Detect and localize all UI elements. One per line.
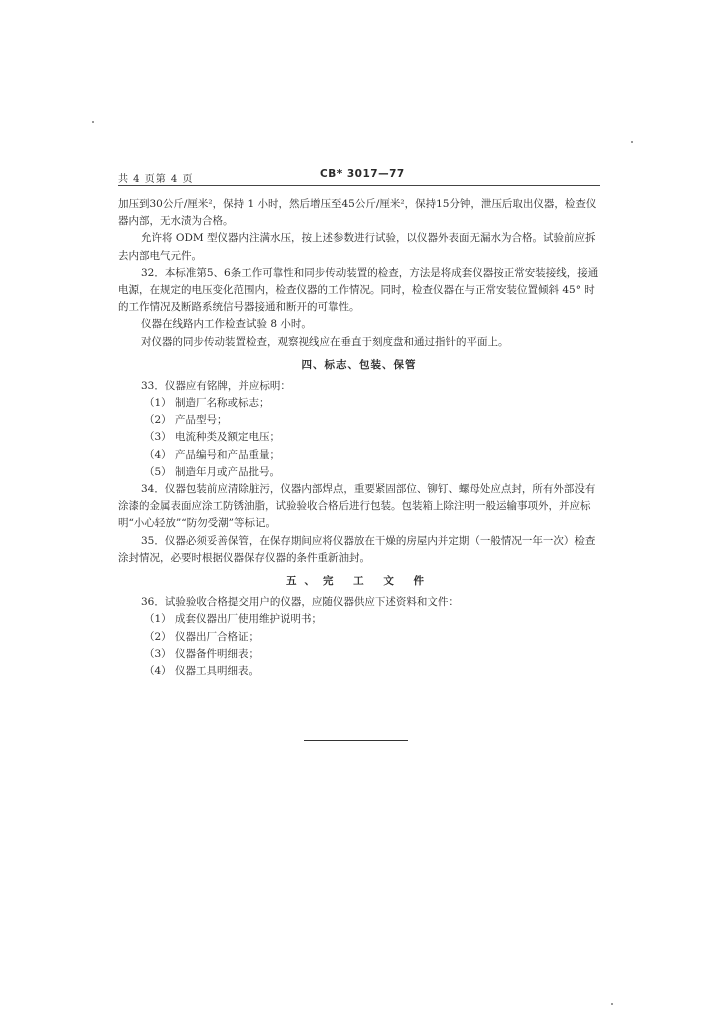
list-item: （2） 产品型号； bbox=[144, 414, 228, 427]
list-item: （1） 成套仪器出厂使用维护说明书； bbox=[144, 613, 323, 626]
text-line: 器内部，无水渍为合格。 bbox=[118, 215, 234, 228]
end-rule bbox=[304, 740, 408, 741]
text-line: 加压到30公斤/厘米²，保持 1 小时，然后增压至45公斤/厘米²，保持15分钟，泄压后取出仪器，检查仪 bbox=[118, 198, 597, 210]
text-line: 允许将 ODM 型仪器内注满水压，按上述参数进行试验，以仪器外表面无漏水为合格。试验前应拆 bbox=[141, 232, 596, 245]
clause-33: 33．仪器应有铭牌，并应标明： bbox=[141, 379, 291, 392]
scan-speck bbox=[611, 1003, 613, 1005]
list-item: （5） 制造年月或产品批号。 bbox=[144, 465, 281, 478]
list-item: （4） 仪器工具明细表。 bbox=[144, 664, 260, 677]
text-line: 去内部电气元件。 bbox=[118, 249, 202, 262]
list-item: （1） 制造厂名称或标志； bbox=[144, 397, 270, 410]
clause-34: 34．仪器包装前应清除脏污，仪器内部焊点，重要紧固部位、铆钉、螺母处应点封，所有外部没有 bbox=[141, 483, 596, 496]
text-line: 明“小心轻放”“防勿受潮”等标记。 bbox=[118, 517, 276, 530]
text-line: 对仪器的同步传动装置检查，观察视线应在垂直于刻度盘和通过指针的平面上。 bbox=[141, 335, 509, 348]
section-heading: 五、完 工 文 件 bbox=[286, 574, 432, 587]
text-line: 涂封情况，必要时根据仪器保存仪器的条件重新油封。 bbox=[118, 551, 370, 564]
list-item: （2） 仪器出厂合格证； bbox=[144, 630, 260, 643]
page-header bbox=[118, 170, 600, 186]
scan-speck bbox=[92, 121, 94, 123]
text-line: 仪器在线路内工作检查试验 8 小时。 bbox=[141, 318, 312, 331]
document-body bbox=[118, 196, 600, 680]
text-line: 电源，在规定的电压变化范围内，检查仪器的工作情况。同时，检查仪器在与正常安装位置倾斜 45° 时 bbox=[118, 283, 595, 296]
page-count: 共 4 页第 4 页 bbox=[118, 174, 194, 185]
clause-35: 35．仪器必须妥善保管，在保存期间应将仪器放在干燥的房屋内并定期（一般情况一年一次）检查 bbox=[141, 534, 596, 547]
section-heading: 四、标志、包装、保管 bbox=[301, 358, 417, 371]
clause-36: 36．试验验收合格提交用户的仪器，应随仪器供应下述资料和文件： bbox=[141, 596, 459, 609]
list-item: （3） 电流种类及额定电压； bbox=[144, 431, 281, 444]
list-item: （4） 产品编号和产品重量； bbox=[144, 448, 281, 461]
text-line: 涂漆的金属表面应涂工防锈油脂，试验验收合格后进行包装。包装箱上除注明一般运输事项外，并应标 bbox=[118, 500, 591, 513]
standard-number: CB* 3017—77 bbox=[320, 168, 405, 180]
list-item: （3） 仪器备件明细表； bbox=[144, 647, 260, 660]
text-line: 的工作情况及断路系统信号器接通和断开的可靠性。 bbox=[118, 301, 360, 314]
clause-32: 32．本标准第5、6条工作可靠性和同步传动装置的检查，方法是将成套仪器按正常安装接线，接通 bbox=[141, 266, 599, 279]
scan-speck bbox=[631, 141, 633, 143]
header-rule bbox=[118, 185, 600, 186]
